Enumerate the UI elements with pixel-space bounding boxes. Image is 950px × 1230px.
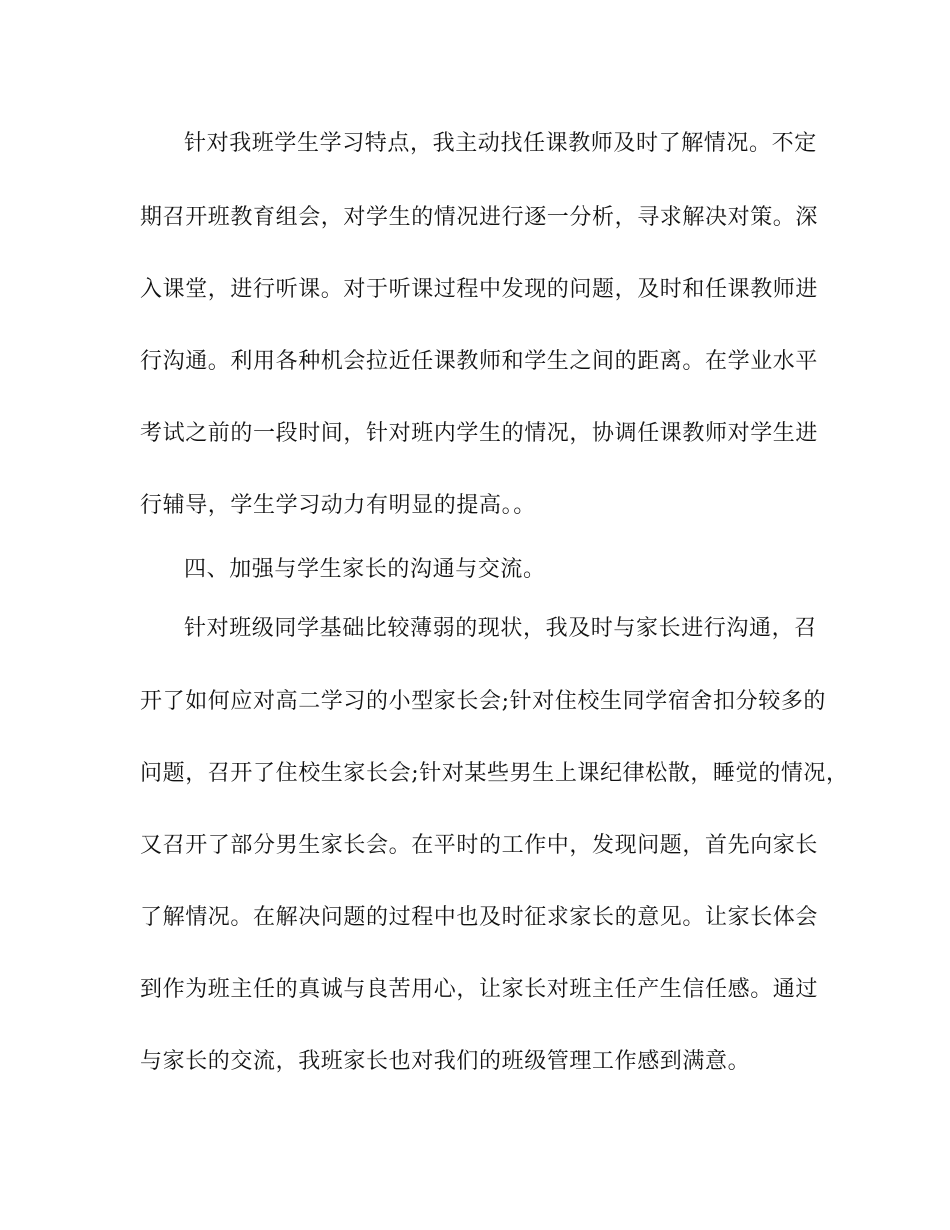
section-heading: 四、加强与学生家长的沟通与交流。 — [184, 557, 546, 582]
paragraph-line-3: 入课堂，进行听课。对于听课过程中发现的问题，及时和任课教师进 — [140, 277, 819, 302]
paragraph-line-10: 又召开了部分男生家长会。在平时的工作中，发现问题，首先向家长 — [140, 833, 819, 858]
paragraph-line-11: 了解情况。在解决问题的过程中也及时征求家长的意见。让家长体会 — [140, 905, 819, 930]
paragraph-line-4: 行沟通。利用各种机会拉近任课教师和学生之间的距离。在学业水平 — [140, 349, 819, 374]
paragraph-line-13: 与家长的交流，我班家长也对我们的班级管理工作感到满意。 — [140, 1049, 751, 1074]
paragraph-line-9: 问题，召开了住校生家长会;针对某些男生上课纪律松散，睡觉的情况， — [140, 761, 849, 786]
paragraph-line-12: 到作为班主任的真诚与良苦用心，让家长对班主任产生信任感。通过 — [140, 977, 819, 1002]
paragraph-line-1: 针对我班学生学习特点，我主动找任课教师及时了解情况。不定 — [184, 131, 817, 156]
paragraph-line-5: 考试之前的一段时间，针对班内学生的情况，协调任课教师对学生进 — [140, 421, 819, 446]
paragraph-line-6: 行辅导，学生学习动力有明显的提高。。 — [140, 493, 536, 518]
paragraph-line-7: 针对班级同学基础比较薄弱的现状，我及时与家长进行沟通，召 — [184, 616, 817, 641]
paragraph-line-2: 期召开班教育组会，对学生的情况进行逐一分析，寻求解决对策。深 — [140, 205, 819, 230]
paragraph-line-8: 开了如何应对高二学习的小型家长会;针对住校生同学宿舍扣分较多的 — [140, 689, 827, 714]
